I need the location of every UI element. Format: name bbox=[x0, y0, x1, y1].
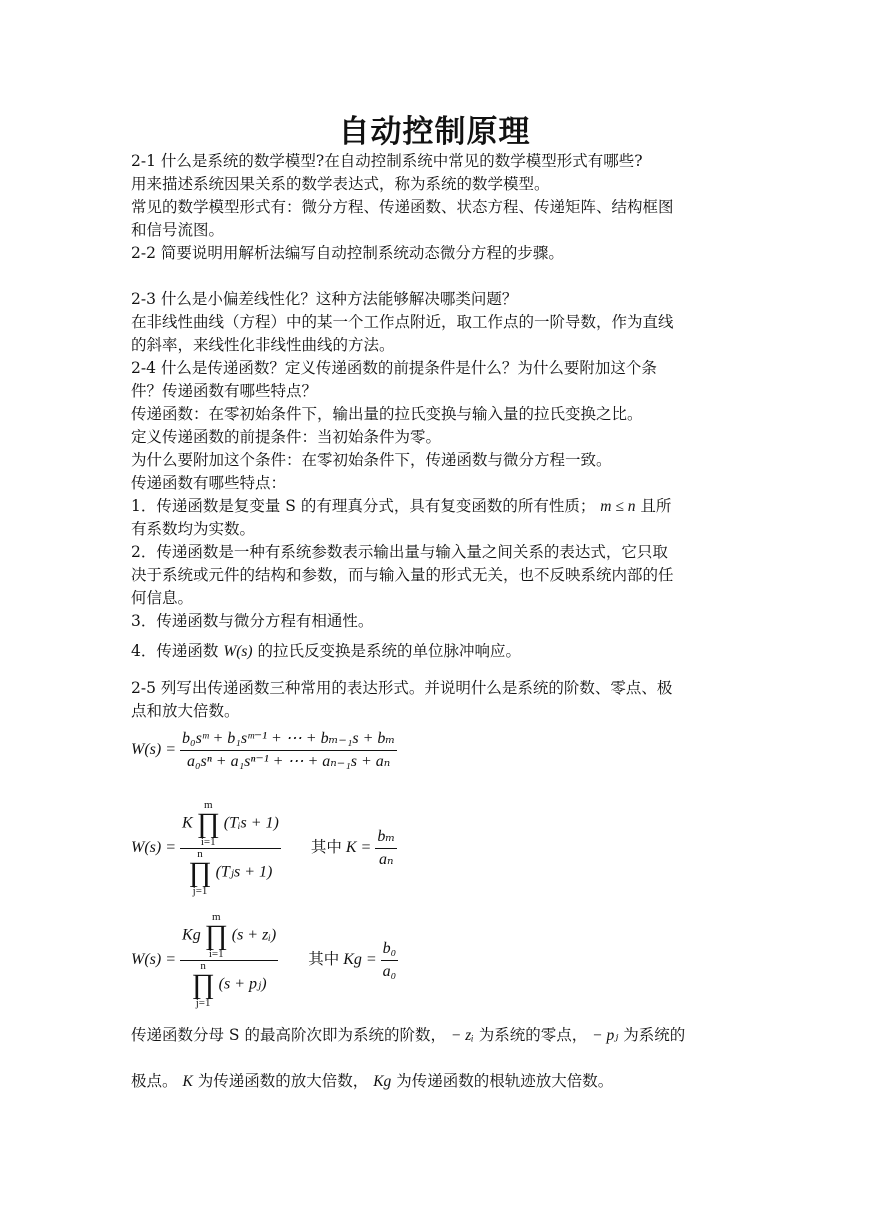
product-lower: j=1 bbox=[192, 885, 208, 897]
gain-definition: K = bbox=[345, 839, 372, 857]
conclusion-text: 传递函数分母 S 的最高阶次即为系统的阶数， bbox=[131, 1026, 446, 1044]
question-2-1: 2-1 什么是系统的数学模型?在自动控制系统中常见的数学模型形式有哪些? bbox=[131, 152, 643, 170]
conclusion-line-2 bbox=[131, 1070, 743, 1093]
point-4 bbox=[131, 640, 743, 663]
answer-line: 常见的数学模型形式有：微分方程、传递函数、状态方程、传递矩阵、结构框图 bbox=[131, 198, 674, 216]
question-2-4-cont: 件？传递函数有哪些特点？ bbox=[131, 382, 318, 400]
point-4-text: 4．传递函数 bbox=[131, 642, 219, 660]
gain-fraction bbox=[375, 826, 397, 871]
point-1-tail: 且所 bbox=[640, 497, 672, 515]
fraction bbox=[180, 728, 397, 773]
numerator bbox=[180, 800, 281, 849]
numerator: bₘ bbox=[375, 826, 397, 849]
answer-line: 为什么要附加这个条件：在零初始条件下，传递函数与微分方程一致。 bbox=[131, 451, 612, 469]
answer-line: 定义传递函数的前提条件：当初始条件为零。 bbox=[131, 428, 442, 446]
formula-lhs: W(s) = bbox=[131, 951, 177, 969]
point-2: 2．传递函数是一种有系统参数表示输出量与输入量之间关系的表达式，它只取 bbox=[131, 543, 668, 561]
question-2-3: 2-3 什么是小偏差线性化？这种方法能够解决哪类问题？ bbox=[131, 290, 518, 308]
product-upper: m bbox=[211, 911, 221, 923]
question-2-4: 2-4 什么是传递函数？定义传递函数的前提条件是什么？为什么要附加这个条 bbox=[131, 359, 657, 377]
answer-line: 传递函数有哪些特点： bbox=[131, 474, 287, 492]
point-1-cont: 有系数均为实数。 bbox=[131, 520, 256, 538]
inline-math: Kg bbox=[373, 1073, 392, 1090]
answer-line: 用来描述系统因果关系的数学表达式，称为系统的数学模型。 bbox=[131, 175, 550, 193]
question-2-5-cont: 点和放大倍数。 bbox=[131, 702, 240, 720]
product-sign: ∏ bbox=[204, 920, 228, 951]
inline-math: − zᵢ bbox=[450, 1027, 474, 1044]
product-upper: n bbox=[200, 960, 206, 972]
point-1-text: 1．传递函数是复变量 S 的有理真分式，具有复变函数的所有性质； bbox=[131, 497, 596, 515]
point-4-tail: 的拉氏反变换是系统的单位脉冲响应。 bbox=[257, 642, 522, 660]
product-sign: ∏ bbox=[196, 808, 220, 839]
point-2-cont: 何信息。 bbox=[131, 589, 194, 607]
denominator: a₀sⁿ + a₁sⁿ⁻¹ + ⋯ + aₙ₋₁s + aₙ bbox=[186, 753, 391, 770]
product-term: (Tᵢs + 1) bbox=[223, 814, 279, 832]
denominator bbox=[180, 961, 278, 1009]
product-sign: ∏ bbox=[188, 857, 212, 888]
gain-fraction bbox=[381, 938, 399, 983]
product-lower: i=1 bbox=[200, 836, 216, 848]
product-symbol bbox=[189, 849, 212, 897]
inline-math: − pⱼ bbox=[592, 1027, 619, 1044]
conclusion-text: 为系统的 bbox=[623, 1026, 686, 1044]
conclusion-text: 为传递函数的根轨迹放大倍数。 bbox=[396, 1072, 614, 1090]
inline-math: K bbox=[182, 1073, 193, 1090]
answer-line: 在非线性曲线（方程）中的某一个工作点附近，取工作点的一阶导数，作为直线 bbox=[131, 313, 674, 331]
conclusion-text: 为传递函数的放大倍数， bbox=[197, 1072, 369, 1090]
conclusion-line-1 bbox=[131, 1024, 743, 1047]
page-title: 自动控制原理 bbox=[338, 114, 531, 150]
point-2-cont: 决于系统或元件的结构和参数，而与输入量的形式无关，也不反映系统内部的任 bbox=[131, 566, 674, 584]
product-symbol bbox=[205, 912, 228, 960]
denominator: a₀ bbox=[382, 963, 397, 980]
product-symbol bbox=[192, 961, 215, 1009]
answer-line: 和信号流图。 bbox=[131, 221, 225, 239]
point-3: 3．传递函数与微分方程有相通性。 bbox=[131, 612, 374, 630]
product-sign: ∏ bbox=[191, 969, 215, 1000]
gain-definition: Kg = bbox=[343, 951, 377, 969]
numerator: b₀ bbox=[381, 938, 399, 961]
product-lower: j=1 bbox=[195, 997, 211, 1009]
product-term: (Tⱼs + 1) bbox=[215, 863, 273, 881]
question-2-2: 2-2 简要说明用解析法编写自动控制系统动态微分方程的步骤。 bbox=[131, 244, 564, 262]
point-1 bbox=[131, 495, 743, 518]
fraction bbox=[180, 912, 278, 1009]
product-upper: n bbox=[197, 848, 203, 860]
answer-line: 的斜率，来线性化非线性曲线的方法。 bbox=[131, 336, 395, 354]
question-2-5: 2-5 列写出传递函数三种常用的表达形式。并说明什么是系统的阶数、零点、极 bbox=[131, 679, 673, 697]
formula-lhs: W(s) = bbox=[131, 839, 177, 857]
answer-line: 传递函数：在零初始条件下，输出量的拉氏变换与输入量的拉氏变换之比。 bbox=[131, 405, 643, 423]
product-symbol bbox=[197, 800, 220, 848]
product-term: (s + pⱼ) bbox=[218, 975, 267, 993]
numerator: b₀sᵐ + b₁sᵐ⁻¹ + ⋯ + bₘ₋₁s + bₘ bbox=[180, 728, 397, 751]
formula-zero-pole bbox=[131, 912, 398, 1009]
formula-lhs: W(s) = bbox=[131, 741, 177, 759]
product-term: (s + zᵢ) bbox=[231, 926, 277, 944]
formula-time-constant bbox=[131, 800, 397, 897]
inline-math: W(s) bbox=[223, 643, 253, 660]
conclusion-text: 为系统的零点， bbox=[478, 1026, 588, 1044]
gain-symbol: K bbox=[182, 814, 193, 832]
conclusion-text: 极点。 bbox=[131, 1072, 178, 1090]
denominator: aₙ bbox=[379, 851, 394, 868]
fraction bbox=[180, 800, 281, 897]
product-lower: i=1 bbox=[208, 948, 224, 960]
formula-rational bbox=[131, 728, 397, 773]
where-label: 其中 bbox=[308, 950, 340, 969]
where-label: 其中 bbox=[310, 838, 342, 857]
gain-symbol: Kg bbox=[182, 926, 201, 944]
product-upper: m bbox=[203, 799, 213, 811]
denominator bbox=[180, 849, 281, 897]
numerator bbox=[180, 912, 278, 961]
inline-math: m ≤ n bbox=[600, 498, 636, 515]
